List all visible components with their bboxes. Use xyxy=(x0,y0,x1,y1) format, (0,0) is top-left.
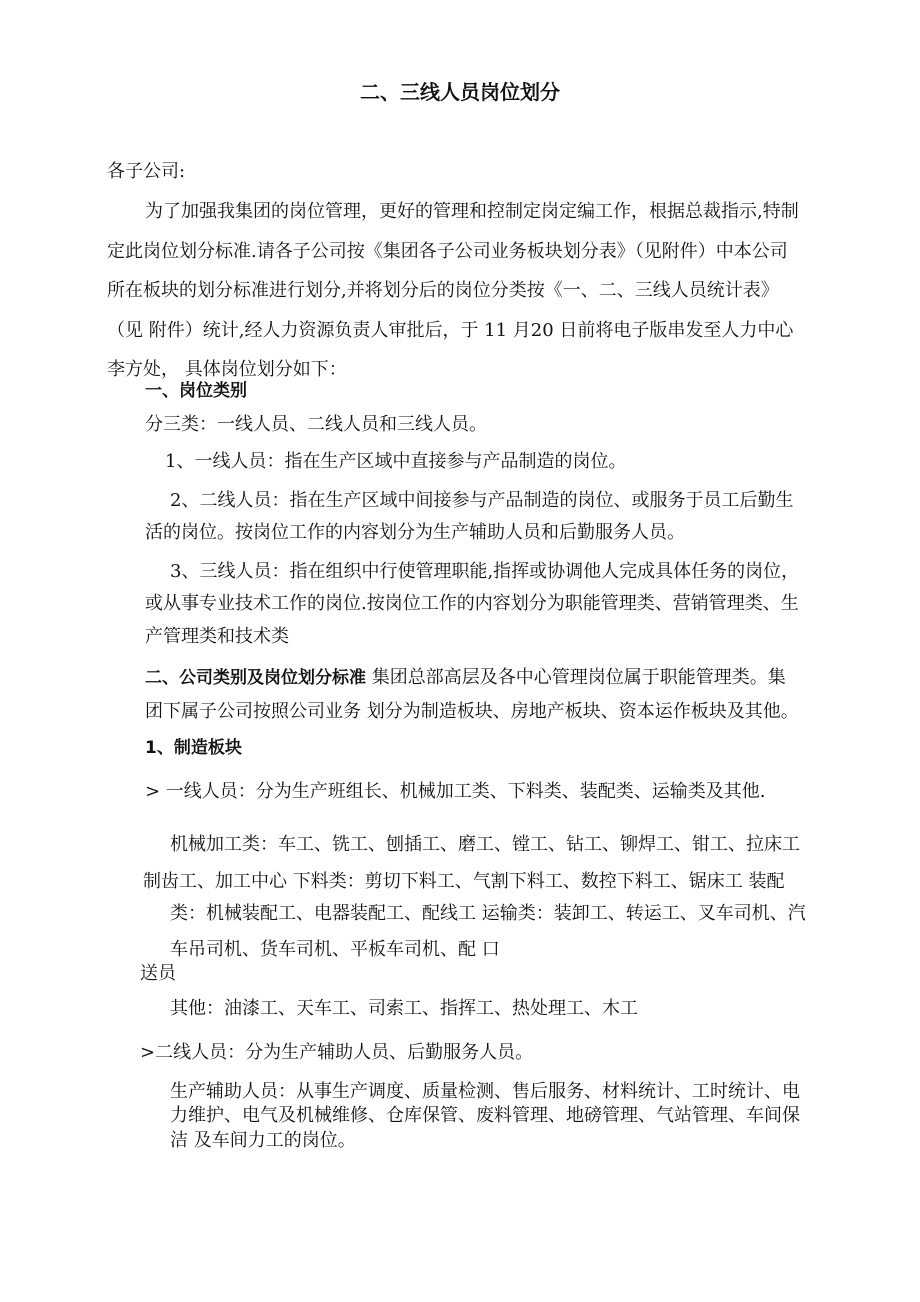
section1-summary: 分三类：一线人员、二线人员和三线人员。 xyxy=(145,414,487,435)
first-line-other: 其他：油漆工、天车工、司索工、指挥工、热处理工、木工 xyxy=(170,998,638,1019)
document-title: 二、三线人员岗位划分 xyxy=(360,80,560,104)
subsection-heading: 1、制造板块 xyxy=(145,738,242,758)
second-line-detail: 洁 及车间力工的岗位。 xyxy=(170,1130,356,1151)
intro-line: 为了加强我集团的岗位管理，更好的管理和控制定岗定编工作，根据总裁指示,特制 xyxy=(145,201,799,222)
section1-item3: 3、三线人员：指在组织中行使管理职能,指挥或协调他人完成具体任务的岗位， xyxy=(170,561,800,582)
second-line-detail: 力维护、电气及机械维修、仓库保管、废料管理、地磅管理、气站管理、车间保 xyxy=(170,1105,800,1126)
first-line-detail: 机械加工类：车工、铣工、刨插工、磨工、镗工、钻工、铆焊工、钳工、拉床工 xyxy=(170,834,800,855)
first-line-detail: 类：机械装配工、电器装配工、配线工 运输类：装卸工、转运工、叉车司机、汽 xyxy=(170,903,806,924)
first-line-staff-intro: > 一线人员：分为生产班组长、机械加工类、下料类、装配类、运输类及其他. xyxy=(145,781,766,802)
intro-line: 李方处， 具体岗位划分如下： xyxy=(107,359,347,380)
section1-item3: 产管理类和技术类 xyxy=(145,626,289,647)
intro-line: （见 附件）统计,经人力资源负责人审批后，于 11 月20 日前将电子版串发至人力中心 xyxy=(107,320,794,341)
section1-item1: 1、一线人员：指在生产区域中直接参与产品制造的岗位。 xyxy=(165,451,627,472)
section2-heading: 二、公司类别及岗位划分标准 xyxy=(145,668,366,688)
first-line-detail: 送员 xyxy=(140,963,176,984)
intro-line: 所在板块的划分标准进行划分,并将划分后的岗位分类按《一、二、三线人员统计表》 xyxy=(107,280,779,301)
intro-line: 定此岗位划分标准.请各子公司按《集团各子公司业务板块划分表》（见附件）中本公司 xyxy=(107,241,788,262)
second-line-staff-intro: >二线人员：分为生产辅助人员、后勤服务人员。 xyxy=(140,1042,534,1063)
first-line-detail: 制齿工、加工中心 下料类：剪切下料工、气割下料工、数控下料工、锯床工 装配 xyxy=(143,871,785,892)
first-line-detail: 车吊司机、货车司机、平板车司机、配 口 xyxy=(170,939,500,960)
section1-item2: 2、二线人员：指在生产区域中间接参与产品制造的岗位、或服务于员工后勤生 xyxy=(170,490,794,511)
section2-intro xyxy=(145,667,786,689)
section1-item2: 活的岗位。按岗位工作的内容划分为生产辅助人员和后勤服务人员。 xyxy=(145,522,685,543)
section2-text: 团下属子公司按照公司业务 划分为制造板块、房地产板块、资本运作板块及其他。 xyxy=(145,701,799,722)
section2-text: 集团总部高层及各中心管理岗位属于职能管理类。集 xyxy=(366,667,786,688)
salutation: 各子公司: xyxy=(107,161,186,182)
section1-item3: 或从事专业技术工作的岗位.按岗位工作的内容划分为职能管理类、营销管理类、生 xyxy=(145,593,799,614)
second-line-detail: 生产辅助人员：从事生产调度、质量检测、售后服务、材料统计、工时统计、电 xyxy=(170,1081,800,1102)
section1-heading: 一、岗位类别 xyxy=(145,381,247,401)
